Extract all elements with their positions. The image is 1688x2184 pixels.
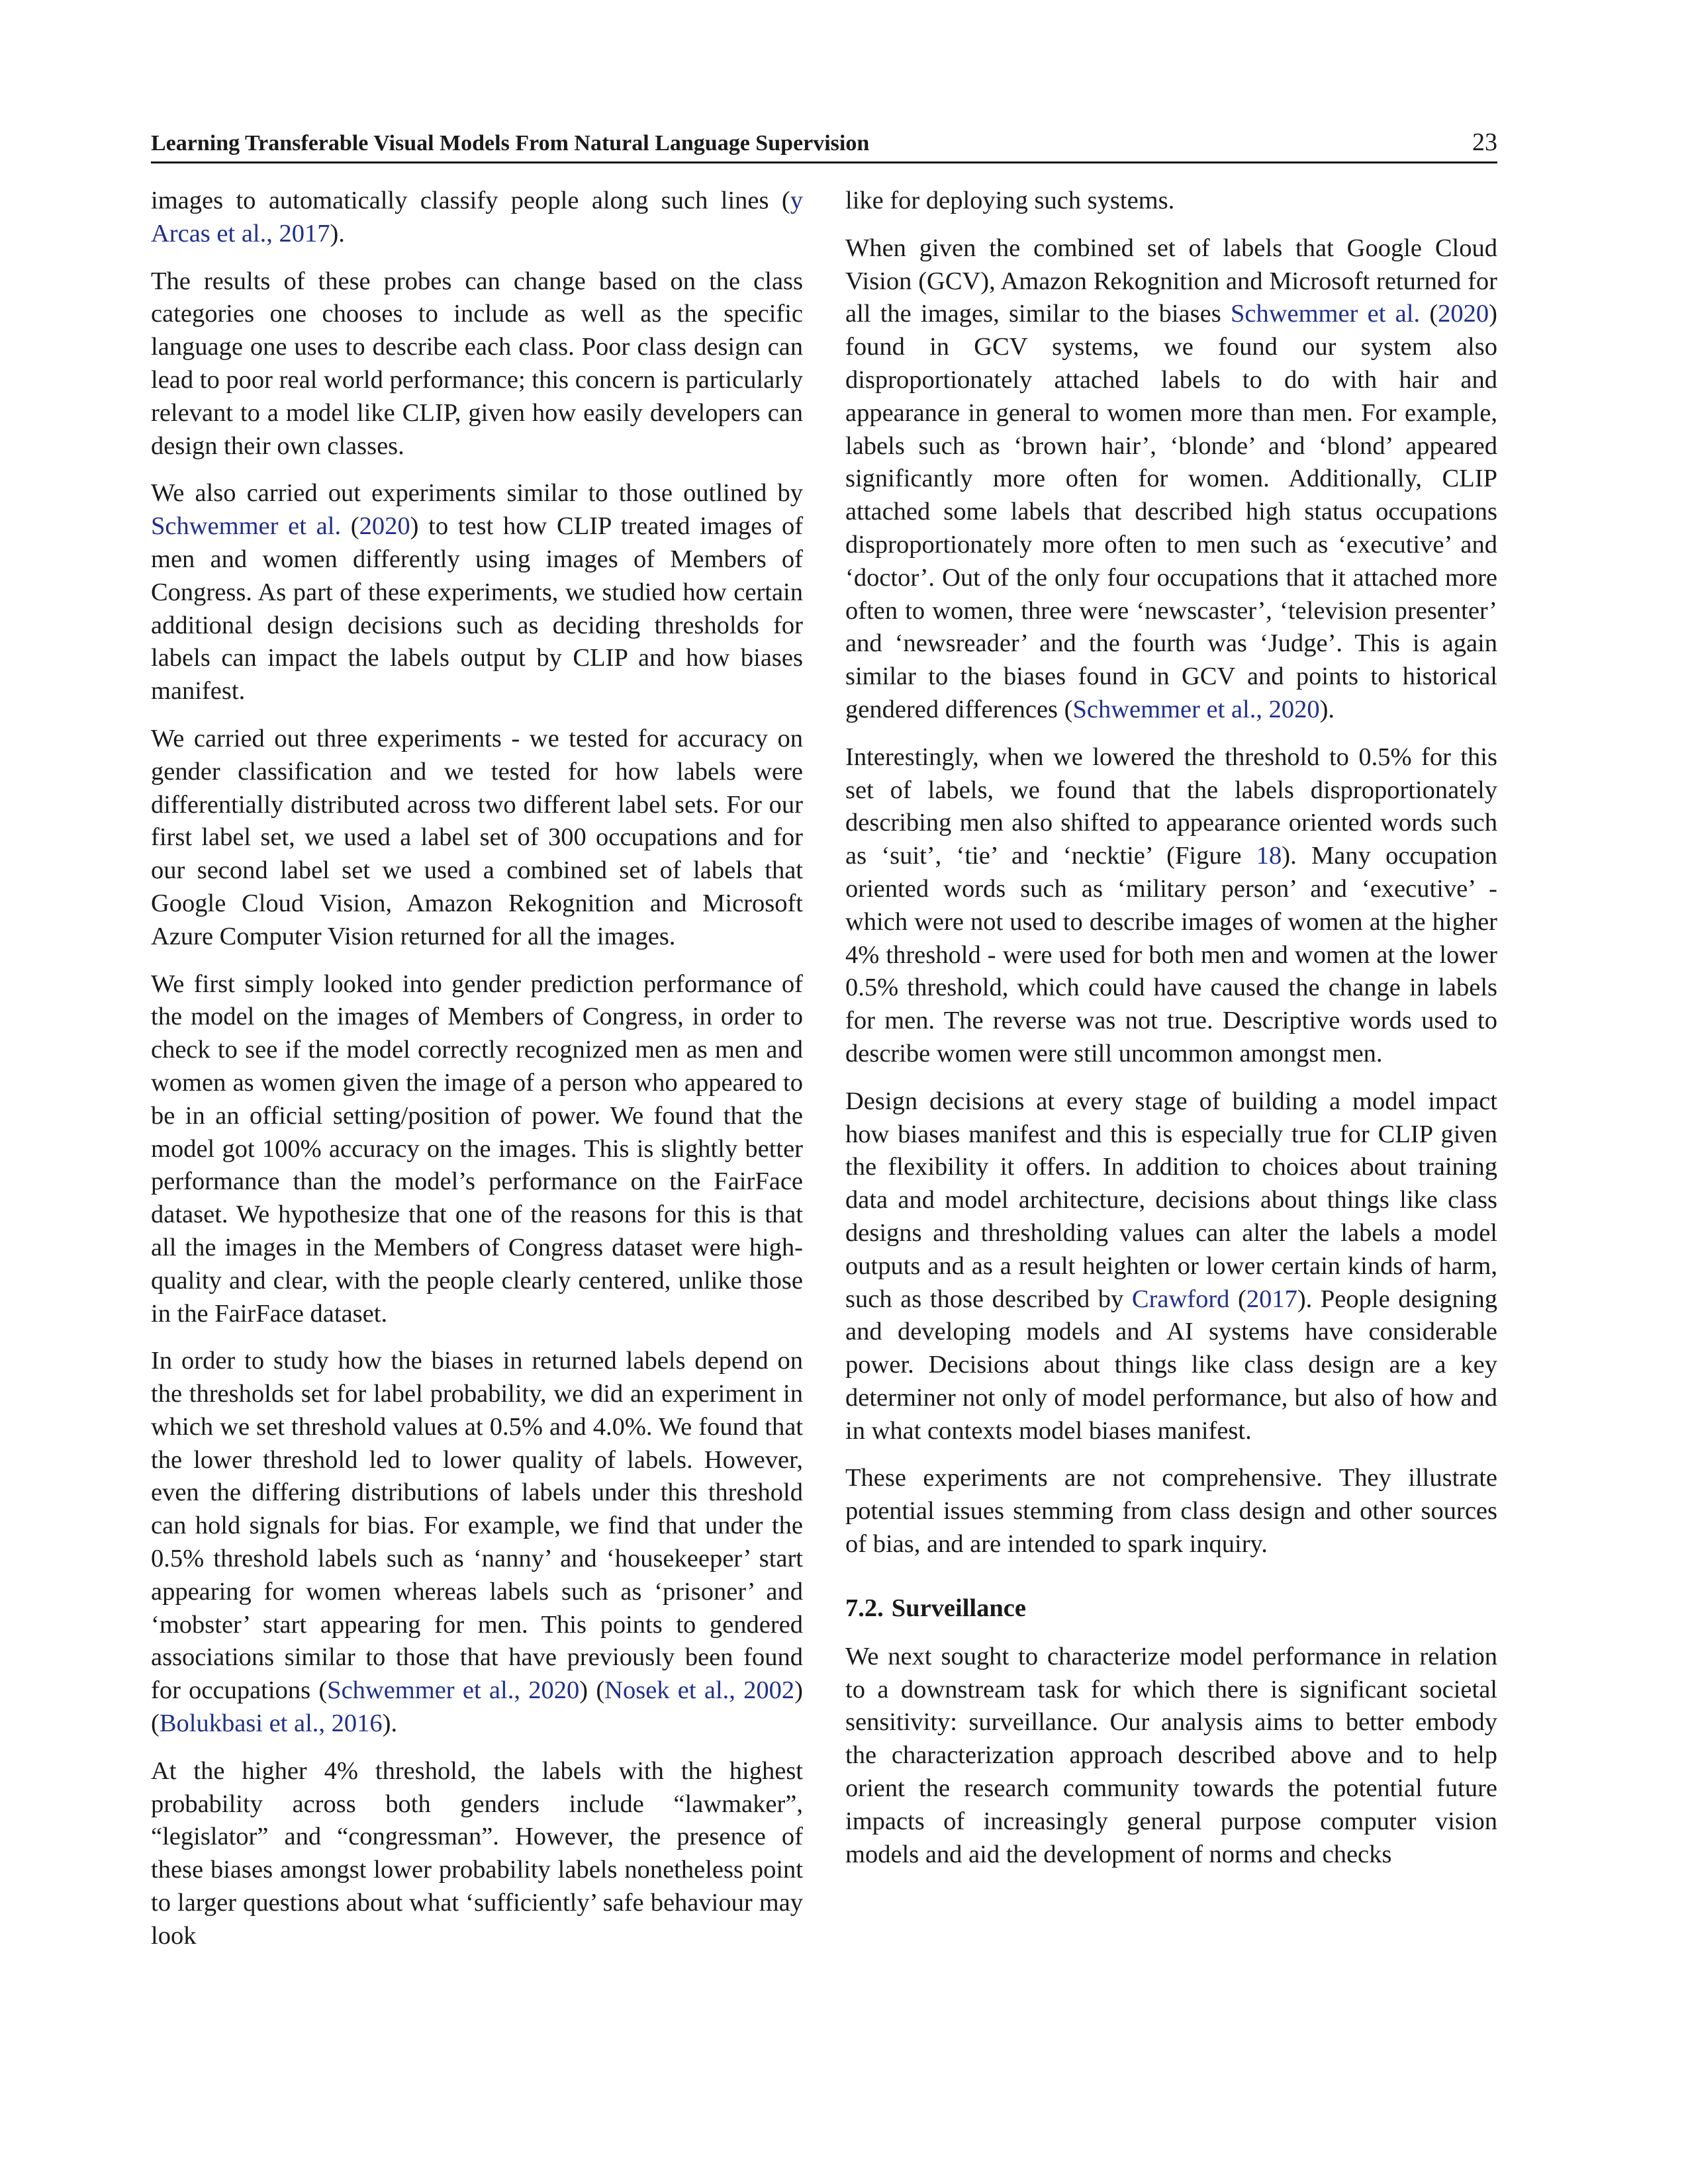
figure-reference-link[interactable]: 18 bbox=[1256, 842, 1282, 870]
citation-link[interactable]: y Arcas et al., 2017 bbox=[151, 187, 803, 248]
citation-link[interactable]: Schwemmer et al., 2020 bbox=[327, 1676, 580, 1705]
paragraph: like for deploying such systems. bbox=[845, 187, 1175, 214]
paragraph: In order to study how the biases in returned labels depend on the thresholds set for label probability, we did an experiment in which we set threshold values at 0.5% and 4.0%. We found that the lower threshold led to lower quality of labels. However, even the differing distributions of labels under this threshold can hold signals for bias. For example, we find that under the 0.5% threshold labels such as ‘nanny’ and ‘housekeeper’ start appearing for women whereas labels such as ‘prisoner’ and ‘mobster’ start appearing for men. This points to gendered associations similar to those that have previously been found for occupations (Schwemmer et al., 2020) (Nosek et al., 2002) (Bolukbasi et al., 2016). bbox=[151, 1347, 803, 1738]
section-title: Surveillance bbox=[891, 1594, 1026, 1622]
paragraph: We first simply looked into gender prediction performance of the model on the images of Members of Congress, in order to check to see if the model correctly recognized men as men and women as women given the image of a person who appeared to be in an official setting/position of power. We found that the model got 100% accuracy on the images. This is slightly better performance than the model’s performance on the FairFace dataset. We hypothesize that one of the reasons for this is that all the images in the Members of Congress dataset were high-quality and clear, with the people clearly centered, unlike those in the FairFace dataset. bbox=[151, 970, 803, 1328]
section-number: 7.2. bbox=[845, 1594, 884, 1622]
paragraph: Interestingly, when we lowered the threshold to 0.5% for this set of labels, we found that the labels disproportionately describing men also shifted to appearance oriented words such as ‘suit’, ‘tie’ and ‘necktie’ (Figure 18). Many occupation oriented words such as ‘military person’ and ‘executive’ - which were not used to describe images of women at the higher 4% threshold - were used for both men and women at the lower 0.5% threshold, which could have caused the change in labels for men. The reverse was not true. Descriptive words used to describe women were still uncommon amongst men. bbox=[845, 743, 1497, 1068]
citation-link[interactable]: 2020 bbox=[1438, 300, 1489, 328]
section-heading bbox=[845, 1592, 1497, 1625]
paragraph: We next sought to characterize model performance in relation to a downstream task for which there is significant societal sensitivity: surveillance. Our analysis aims to better embody the characterization approach described above and to help orient the research community towards the potential future impacts of increasingly general purpose computer vision models and aid the development of norms and checks bbox=[845, 1642, 1497, 1868]
left-column bbox=[151, 185, 803, 1968]
running-header bbox=[151, 127, 1497, 163]
paragraph: At the higher 4% threshold, the labels with the highest probability across both genders include “lawmaker”, “legislator” and “congressman”. However, the presence of these biases amongst lower probability labels nonetheless point to larger questions about what ‘sufficiently’ safe behaviour may look bbox=[151, 1756, 803, 1950]
citation-link[interactable]: Schwemmer et al., 2020 bbox=[1072, 695, 1320, 723]
citation-link[interactable]: Nosek et al., 2002 bbox=[604, 1676, 795, 1705]
paragraph: Design decisions at every stage of building a model impact how biases manifest and this is especially true for CLIP given the flexibility it offers. In addition to choices about training data and model architecture, decisions about things like class designs and thresholding values can alter the labels a model outputs and as a result heighten or lower certain kinds of harm, such as those described by Crawford (2017). People designing and developing models and AI systems have considerable power. Decisions about things like class design are a key determiner not only of model performance, but also of how and in what contexts model biases manifest. bbox=[845, 1087, 1497, 1445]
paragraph: We also carried out experiments similar to those outlined by Schwemmer et al. (2020) to test how CLIP treated images of men and women differently using images of Members of Congress. As part of these experiments, we studied how certain additional design decisions such as deciding thresholds for labels can impact the labels output by CLIP and how biases manifest. bbox=[151, 479, 804, 705]
paragraph: When given the combined set of labels that Google Cloud Vision (GCV), Amazon Rekognition and Microsoft returned for all the images, similar to the biases Schwemmer et al. (2020) found in GCV systems, we found our system also disproportionately attached labels to do with hair and appearance in general to women more than men. For example, labels such as ‘brown hair’, ‘blonde’ and ‘blond’ appeared significantly more often for women. Additionally, CLIP attached some labels that described high status occupations disproportionately more often to men such as ‘executive’ and ‘doctor’. Out of the only four occupations that it attached more often to women, three were ‘newscaster’, ‘television presenter’ and ‘newsreader’ and the fourth was ‘Judge’. This is again similar to the biases found in GCV and points to historical gendered differences (Schwemmer et al., 2020). bbox=[845, 234, 1497, 723]
running-title: Learning Transferable Visual Models From Natural Language Supervision bbox=[151, 131, 870, 156]
paragraph: images to automatically classify people along such lines (y Arcas et al., 2017). bbox=[151, 187, 803, 248]
citation-link[interactable]: 2020 bbox=[359, 512, 410, 541]
page-number: 23 bbox=[1472, 128, 1497, 156]
citation-link[interactable]: Schwemmer et al. bbox=[151, 512, 342, 541]
citation-link[interactable]: 2017 bbox=[1246, 1285, 1297, 1313]
paragraph: The results of these probes can change based on the class categories one chooses to include as well as the specific language one uses to describe each class. Poor class design can lead to poor real world performance; this concern is particularly relevant to a model like CLIP, given how easily developers can design their own classes. bbox=[151, 267, 803, 460]
citation-link[interactable]: Bolukbasi et al., 2016 bbox=[159, 1709, 383, 1738]
citation-link[interactable]: Schwemmer et al. bbox=[1230, 300, 1421, 328]
right-column bbox=[845, 185, 1497, 1886]
citation-link[interactable]: Crawford bbox=[1131, 1285, 1230, 1313]
paragraph: These experiments are not comprehensive. They illustrate potential issues stemming from class design and other sources of bias, and are intended to spark inquiry. bbox=[845, 1464, 1497, 1559]
paragraph: We carried out three experiments - we tested for accuracy on gender classification and we tested for how labels were differentially distributed across two different label sets. For our first label set, we used a label set of 300 occupations and for our second label set we used a combined set of labels that Google Cloud Vision, Amazon Rekognition and Microsoft Azure Computer Vision returned for all the images. bbox=[151, 724, 803, 950]
